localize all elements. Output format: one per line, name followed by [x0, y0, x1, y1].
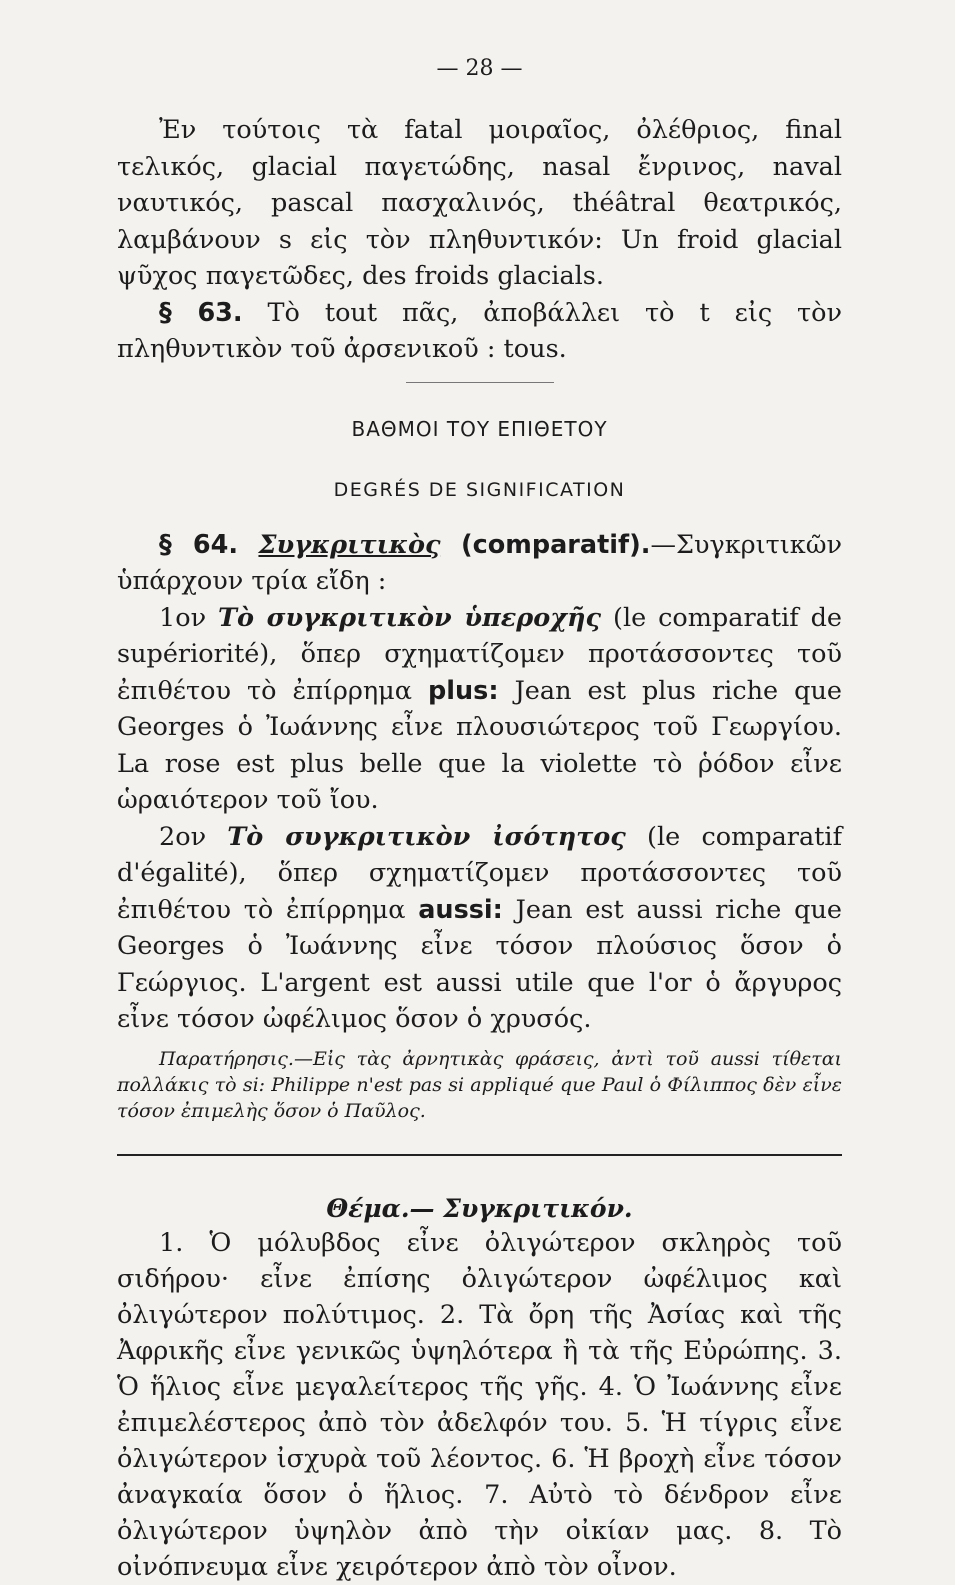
exercise-text: 1. Ὁ μόλυβδος εἶνε ὀλιγώτερον σκληρὸς τοῦ σιδήρου· εἶνε ἐπίσης ὀλιγώτερον ὠφέλιμος καὶ ὀλιγώτερον πολύτιμος. 2. Τὰ ὄρη τῆς Ἀσίας καὶ τῆς Ἀφρικῆς εἶνε γενικῶς ὑψηλότερα ἢ τὰ τῆς Εὐρώπης. 3. Ὁ ἥλιος εἶνε μεγαλείτερος τῆς γῆς. 4. Ὁ Ἰωάννης εἶνε ἐπιμελέστερος ἀπὸ τὸν ἀδελφόν του. 5. Ἡ τίγρις εἶνε ὀλιγώτερον ἰσχυρὰ τοῦ λέοντος. 6. Ἡ βροχὴ εἶνε τόσον ἀναγκαία ὅσον ὁ ἥλιος. 7. Αὐτὸ τὸ δένδρον εἶνε ὀλιγώτερον ὑψηλὸν ἀπὸ τὴν οἰκίαν μας. 8. Τὸ οἰνόπνευμα εἶνε χειρότερον ἀπὸ τὸν οἶνον.	[117, 1227, 842, 1582]
comparative-superiority	[117, 600, 842, 819]
long-divider	[117, 1154, 842, 1156]
item-2-text-b: Jean est aussi riche que Georges ὁ Ἰωάννης εἶνε τόσον πλούσιος ὅσον ὁ Γεώργιος. L'argent est aussi utile que l'or ὁ ἄργυρος εἶνε τόσον ὠφέλιμος ὅσον ὁ χρυσός.	[117, 894, 842, 1034]
item-1-text-a: (le comparatif de supériorité), ὅπερ σχηματίζομεν προτάσσοντες τοῦ ἐπιθέτου τὸ ἐπίρρημα	[117, 602, 843, 706]
item-1-number: 1ον	[159, 602, 207, 633]
note-remark: Παρατήρησις.—Εἰς τὰς ἀρνητικὰς φράσεις, ἀντὶ τοῦ aussi τίθεται πολλάκις τὸ si: Philippe n'est pas si appliqué que Paul ὁ Φίλιππος δὲν εἶνε τόσον ἐπιμελὴς ὅσον ὁ Παῦλος.	[117, 1047, 842, 1122]
item-2-keyword: aussi:	[418, 894, 503, 925]
item-1-keyword: plus:	[428, 675, 499, 706]
item-2-text-a: (le comparatif d'égalité), ὅπερ σχηματίζομεν προτάσσοντες τοῦ ἐπιθέτου τὸ ἐπίρρημα	[117, 821, 843, 925]
item-1-text-b: Jean est plus riche que Georges ὁ Ἰωάννης εἶνε πλουσιώτερος τοῦ Γεωργίου. La rose est plus belle que la violette τὸ ῥόδον εἶνε ὡραιότερον τοῦ ἴου.	[117, 675, 842, 815]
section-63-label: § 63.	[159, 297, 243, 328]
exercise-title: Θέμα.— Συγκριτικόν.	[326, 1193, 633, 1223]
section-63	[117, 295, 842, 368]
section-64-label: § 64.	[159, 529, 239, 560]
item-2-term: Τὸ συγκριτικὸν ἰσότητος	[227, 821, 626, 852]
item-2-number: 2ον	[159, 821, 207, 852]
section-64	[117, 527, 842, 600]
page-number: — 28 —	[436, 56, 523, 81]
exercise-block	[117, 1225, 842, 1585]
item-1-term: Τὸ συγκριτικὸν ὑπεροχῆς	[218, 602, 602, 633]
short-divider	[406, 382, 554, 383]
section-64-term-fr: (comparatif).	[460, 529, 651, 560]
paragraph-plural-exceptions: Ἐν τούτοις τὰ fatal μοιραῖος, ὀλέθριος, final τελικός, glacial παγετώδης, nasal ἔνρινος, naval ναυτικός, pascal πασχαλινός, théâtral θεατρικός, λαμβάνουν s εἰς τὸν πληθυντικόν: Un froid glacial ψῦχος παγετῶδες, des froids glacials.	[117, 115, 842, 291]
section-64-text: —Συγκριτικῶν ὑπάρχουν τρία εἴδη :	[117, 529, 843, 596]
heading-french: DEGRÉS DE SIGNIFICATION	[333, 478, 626, 501]
section-63-text: Τὸ tout πᾶς, ἀποβάλλει τὸ t εἰς τὸν πληθυντικὸν τοῦ ἀρσενικοῦ : tous.	[117, 297, 842, 364]
section-64-term: Συγκριτικὸς	[258, 529, 441, 560]
comparative-equality	[117, 819, 842, 1038]
heading-greek: ΒΑΘΜΟΙ ΤΟΥ ΕΠΙΘΕΤΟΥ	[351, 416, 608, 441]
